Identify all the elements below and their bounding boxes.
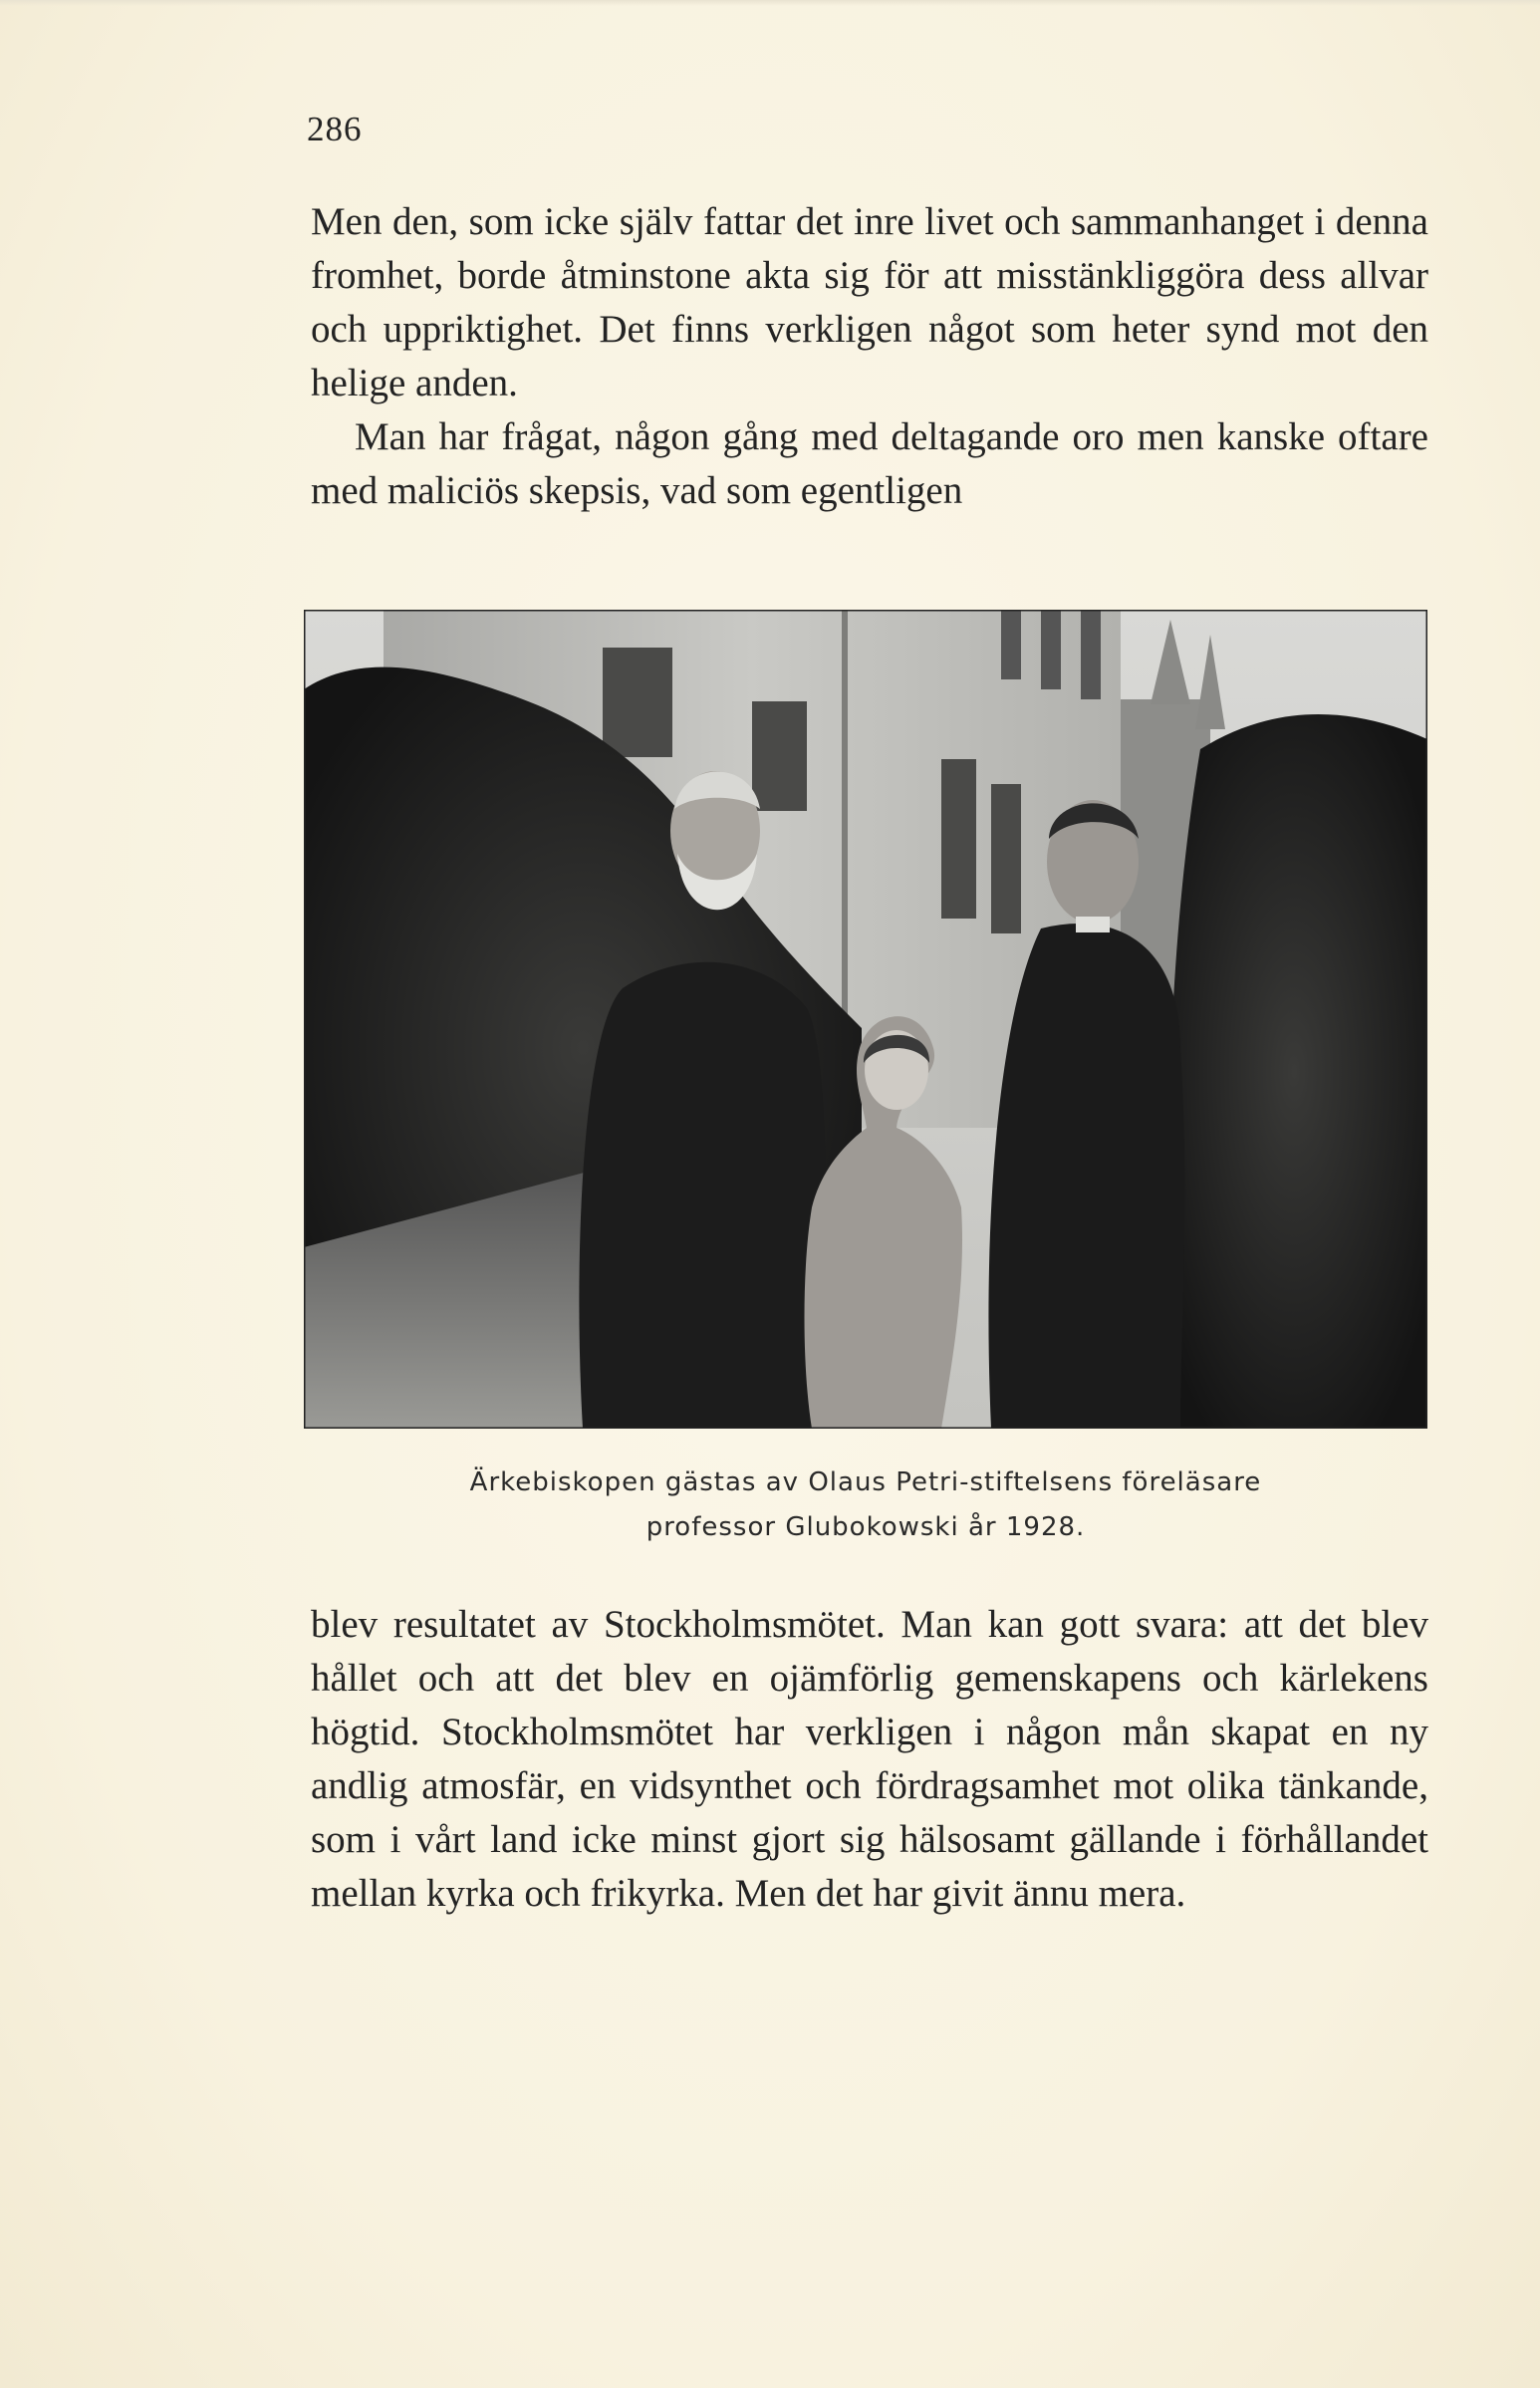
body-text-bottom [311, 1598, 1428, 1921]
photo-caption [304, 1460, 1427, 1550]
paragraph-2: Man har frågat, någon gång med deltagande oro men kanske oftare med maliciös skepsis, vad som egentligen [311, 415, 1428, 512]
photograph-image [304, 610, 1427, 1429]
photograph [304, 610, 1427, 1429]
body-text-top [311, 195, 1428, 518]
caption-line-2: professor Glubokowski år 1928. [645, 1512, 1086, 1542]
page-number: 286 [307, 110, 363, 148]
page-edge-shadow [0, 0, 1540, 6]
paragraph-3: blev resultatet av Stockholmsmötet. Man kan gott svara: att det blev hållet och att det blev en ojämförlig gemenskapens och kärlekens högtid. Stockholmsmötet har verkligen i någon mån skapat en ny andlig atmosfär, en vidsynthet och fördragsamhet mot olika tänkande, som i vårt land icke minst gjort sig hälsosamt gällande i förhållandet mellan kyrka och frikyrka. Men det har givit ännu mera. [311, 1603, 1428, 1915]
paragraph-1: Men den, som icke själv fattar det inre livet och sammanhanget i denna fromhet, borde åtminstone akta sig för att misstänkliggöra dess allvar och uppriktighet. Det finns verkligen något som heter synd mot den helige anden. [311, 200, 1428, 404]
caption-line-1: Ärkebiskopen gästas av Olaus Petri-stiftelsens föreläsare [469, 1467, 1262, 1497]
